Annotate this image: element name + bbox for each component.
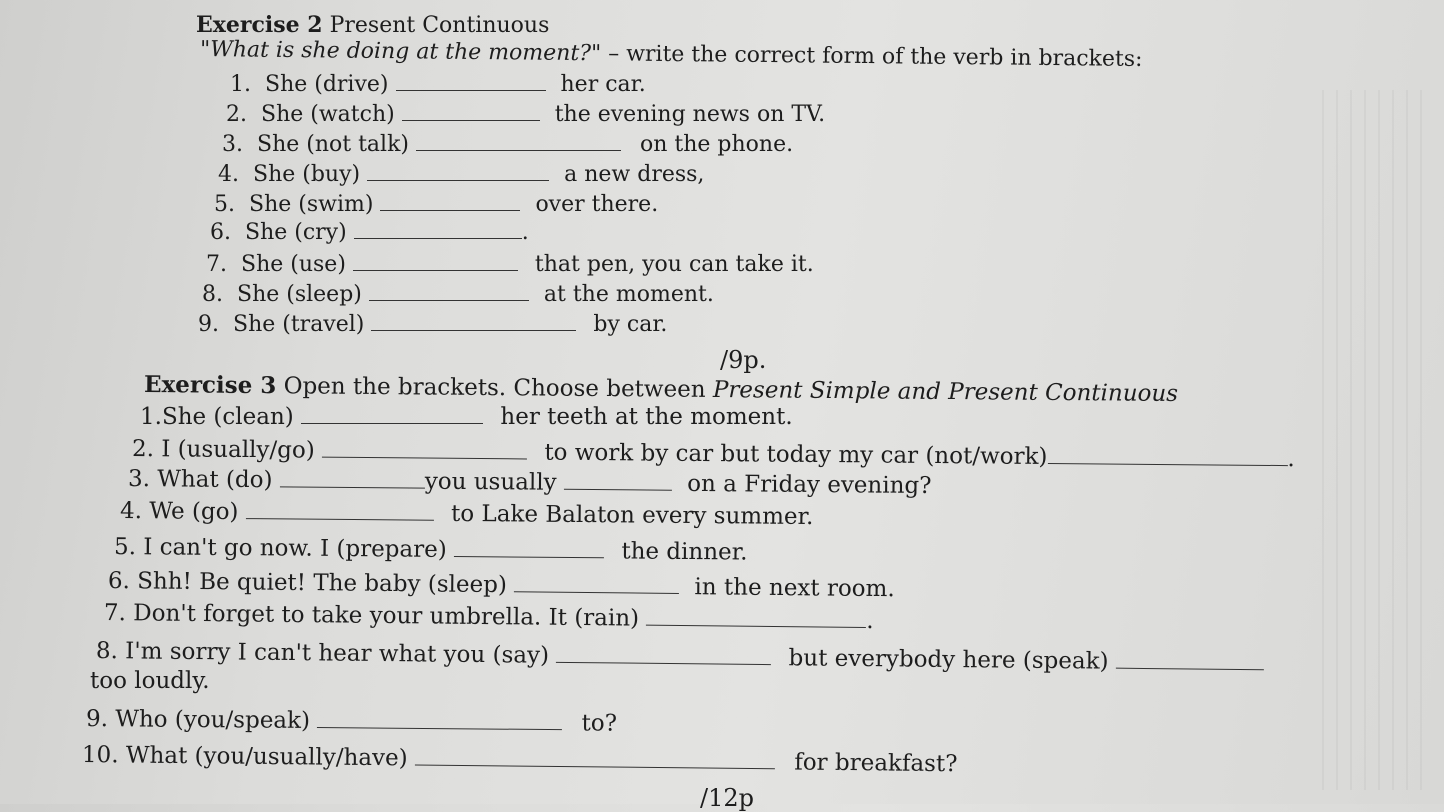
item-rest: but everybody here (speak) [788,645,1109,675]
item-prompt: She (buy) [253,162,361,187]
exercise-3-tenses: Present Simple and Present Continuous [712,376,1179,408]
ex3-item-8 [96,638,1264,676]
answer-blank[interactable] [416,132,621,151]
item-rest: by car. [593,312,668,337]
ex3-item-1 [140,404,793,430]
answer-blank[interactable] [402,102,540,121]
answer-blank[interactable] [353,252,518,271]
ex2-item-3 [222,132,793,158]
item-number: 1. [230,72,251,97]
ex3-item-6 [108,568,895,602]
answer-blank[interactable] [1047,445,1287,466]
ex2-item-1 [230,72,646,98]
ex3-item-10 [82,742,958,777]
item-prompt: She (cry) [245,220,347,245]
exercise-3-heading [144,372,1178,407]
item-prompt: 4. We (go) [119,498,239,526]
item-rest: the dinner. [621,538,748,566]
ex3-item-5 [114,534,748,566]
ex3-item-9 [86,706,617,737]
item-prompt: 5. I can't go now. I (prepare) [113,534,447,563]
item-prompt: 10. What (you/usually/have) [81,742,408,772]
ex2-item-5 [214,192,658,218]
item-prompt: She (not talk) [257,132,409,157]
ex3-item-4 [120,498,814,530]
item-prompt: She (travel) [233,312,365,337]
item-prompt: 6. Shh! Be quiet! The baby (sleep) [107,568,508,599]
ex3-item-3 [128,466,932,499]
item-number: 6. [210,220,231,245]
answer-blank[interactable] [280,468,425,488]
item-prompt: 7. Don't forget to take your umbrella. It (rain) [103,600,640,632]
item-number: 2. [226,102,247,127]
item-rest: on the phone. [640,132,794,157]
exercise-3-label: Exercise 3 [143,371,277,400]
ex2-item-8 [202,282,714,308]
ex3-item-8-continued [90,668,210,694]
answer-blank[interactable] [454,538,604,558]
item-rest: a new dress, [564,162,705,187]
item-prompt: 2. I (usually/go) [131,436,315,464]
answer-blank[interactable] [246,500,434,521]
ex2-item-9 [198,312,667,338]
item-end: on a Friday evening? [687,470,932,500]
exercise-2-label: Exercise 2 [196,12,323,38]
item-number: 7. [206,252,227,277]
exercise-2-heading [196,12,549,39]
item-rest: in the next room. [694,574,895,603]
item-number: 9. [198,312,219,337]
item-number: 4. [218,162,239,187]
ex3-item-7 [104,600,874,634]
ex2-item-2 [226,102,825,128]
item-end: . [866,607,874,635]
item-number: 5. [214,192,235,217]
exercise-3-score: /12p [700,784,754,812]
ex2-item-6 [210,220,529,246]
answer-blank[interactable] [564,471,672,491]
item-rest: for breakfast? [794,749,958,778]
item-rest: the evening news on TV. [554,102,826,127]
item-prompt: 8. I'm sorry I can't hear what you (say) [95,638,550,669]
item-rest: to? [581,710,618,737]
answer-blank[interactable] [396,72,546,91]
exercise-3-instruction: Open the brackets. Choose between [276,373,714,403]
item-rest: you usually [424,468,557,496]
ex2-item-7 [206,252,814,278]
background-shadow [1322,90,1432,790]
answer-blank[interactable] [514,573,679,594]
instruction-question: "What is she doing at the moment?" [199,37,602,67]
answer-blank[interactable] [415,746,775,769]
item-end: . [1287,446,1295,473]
item-prompt: 1.She (clean) [140,404,294,430]
item-rest: . [521,220,529,245]
item-prompt: She (use) [241,252,346,277]
item-number: 8. [202,282,223,307]
answer-blank[interactable] [301,405,483,424]
answer-blank[interactable] [367,162,549,181]
answer-blank[interactable] [317,709,562,730]
answer-blank[interactable] [371,312,576,331]
item-prompt: too loudly. [90,668,210,694]
item-prompt: She (sleep) [237,282,362,307]
item-rest: her teeth at the moment. [500,404,793,430]
exercise-2-score: /9p. [720,346,767,374]
item-rest: her car. [560,72,646,97]
item-number: 3. [222,132,243,157]
item-rest: at the moment. [543,282,714,307]
answer-blank[interactable] [1116,650,1264,671]
answer-blank[interactable] [322,439,527,460]
item-rest: over there. [535,192,659,217]
exercise-2-title: Present Continuous [322,13,550,38]
instruction-text: – write the correct form of the verb in brackets: [601,41,1143,72]
answer-blank[interactable] [380,192,520,211]
answer-blank[interactable] [369,282,529,301]
item-rest: that pen, you can take it. [534,252,814,277]
ex2-item-4 [218,162,704,188]
exercise-2-instruction [200,37,1143,73]
item-prompt: 3. What (do) [127,466,273,494]
item-prompt: She (swim) [249,192,374,217]
answer-blank[interactable] [556,644,771,665]
item-rest: to work by car but today my car (not/work) [544,439,1048,470]
item-prompt: She (drive) [265,72,389,97]
answer-blank[interactable] [354,220,522,239]
answer-blank[interactable] [646,607,866,628]
item-rest: to Lake Balaton every summer. [450,500,814,531]
item-prompt: 9. Who (you/speak) [85,706,311,734]
item-prompt: She (watch) [261,102,395,127]
